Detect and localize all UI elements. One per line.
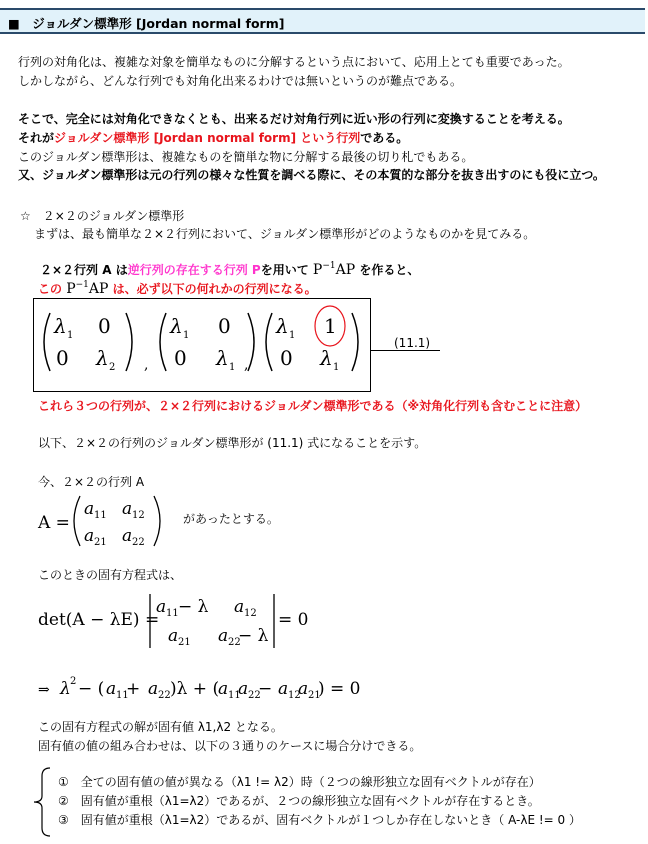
a12-sub: 12	[132, 510, 145, 521]
exp-a21-sub: 21	[308, 690, 321, 701]
m3-a22-sub: 1	[333, 362, 340, 373]
intro-line-2: しかしながら、どんな行列でも対角化出来るわけでは無いというのが難点である。	[18, 74, 463, 88]
exp-a12-sub: 12	[288, 690, 301, 701]
m1-a22: λ	[96, 346, 109, 370]
stmt-c: を作ると、	[359, 263, 420, 277]
det-e22-sub: 22	[228, 637, 241, 648]
eigen-line-1: この固有方程式の解が固有値 λ1,λ2 となる。	[38, 720, 283, 734]
m3-a22: λ	[320, 346, 333, 370]
statement-line-1	[40, 261, 419, 278]
stmt-line2-b: は、必ず以下の何れかの行列になる。	[112, 282, 317, 296]
comma-1: ,	[144, 357, 149, 373]
equation-label: (11.1)	[394, 336, 431, 350]
exp-end: ) = 0	[318, 679, 361, 699]
p2-line-4: 又、ジョルダン標準形は元の行列の様々な性質を調べる際に、その本質的な部分を抜き出すのにも役に立つ。	[18, 168, 605, 182]
m2-right-paren	[248, 313, 254, 371]
have-text: があったとする。	[183, 512, 279, 526]
jordan-matrices	[34, 299, 370, 391]
stmt-a: ２×２行列 A は	[40, 263, 128, 277]
case-3: ③ 固有値が重根（λ1=λ2）であるが、固有ベクトルが１つしか存在しないとき（ A-λE != 0 ）	[58, 813, 582, 827]
m1-left-paren	[44, 313, 50, 371]
red-note: これら３つの行列が、２×２行列におけるジョルダン標準形である（※対角化行列も含むことに注意）	[38, 399, 588, 413]
m3-a21: 0	[280, 346, 293, 370]
a11: a	[84, 499, 95, 519]
m2-a11: λ	[170, 314, 183, 338]
m3-a11: λ	[276, 314, 289, 338]
exp-a21: a	[298, 679, 309, 699]
p2-line-3: このジョルダン標準形は、複雑なものを簡単な物に分解する最後の切り札でもある。	[18, 150, 474, 164]
m2-a22-sub: 1	[229, 362, 236, 373]
a21: a	[84, 526, 95, 546]
a11-sub: 11	[94, 510, 107, 521]
exp-t1: − (	[78, 679, 105, 699]
m3-a12: 1	[324, 314, 337, 338]
lambda-sq: λ	[60, 679, 71, 699]
exp-a12: a	[278, 679, 289, 699]
m1-a21: 0	[56, 346, 69, 370]
cases-brace	[30, 766, 54, 838]
comma-2: ,	[244, 357, 249, 373]
m1-a12: 0	[98, 314, 111, 338]
exp-a22b-sub: 22	[248, 690, 261, 701]
jordan-name-red: ジョルダン標準形 [Jordan normal form] という行列	[54, 131, 361, 145]
det-e22: a	[218, 626, 229, 646]
det-lhs: det(A − λE) =	[38, 610, 160, 630]
determinant-svg	[38, 588, 318, 652]
m3-left-paren	[266, 313, 272, 371]
m2-a11-sub: 1	[183, 330, 190, 341]
m2-a12: 0	[218, 314, 231, 338]
a22-sub: 22	[132, 537, 145, 548]
determinant-eq	[38, 588, 318, 655]
m3-right-paren	[352, 313, 358, 371]
p-exponent: −1	[322, 261, 336, 271]
det-e11-sub: 11	[166, 608, 179, 619]
ap-letters-2: AP	[88, 281, 109, 297]
case-2: ② 固有値が重根（λ1=λ2）であるが、２つの線形独立な固有ベクトルが存在するとき。	[58, 794, 540, 808]
p2-line-2-a: それが	[18, 131, 55, 145]
m1-a11-sub: 1	[67, 330, 74, 341]
ap-letters: AP	[335, 262, 356, 278]
exp-a11b: a	[218, 679, 229, 699]
exp-a11b-sub: 11	[228, 690, 241, 701]
now-text: 今、２×２の行列 A	[38, 475, 145, 489]
a-left-paren	[74, 496, 80, 546]
matrix-a-svg	[38, 490, 178, 552]
p2-line-1: そこで、完全には対角化できなくとも、出来るだけ対角行列に近い形の行列に変換することを考える。	[18, 112, 570, 126]
det-e11: a	[156, 597, 167, 617]
exp-minus: −	[258, 679, 273, 699]
a-right-paren	[154, 496, 160, 546]
intro-line-1: 行列の対角化は、複雑な対象を簡単なものに分解するという点において、応用上とても重要であった。	[18, 55, 570, 69]
m2-a21: 0	[174, 346, 187, 370]
m1-a22-sub: 2	[109, 362, 116, 373]
stmt-b: を用いて	[260, 263, 309, 277]
case-1: ① 全ての固有値の値が異なる（λ1 != λ2）時（２つの線形独立な固有ベクトルが存在）	[58, 775, 541, 789]
det-e22-b: − λ	[238, 626, 269, 646]
exp-plus: +	[126, 679, 141, 699]
sq-exp: 2	[70, 676, 77, 687]
det-e11-b: − λ	[178, 597, 209, 617]
eigen-line-2: 固有値の値の組み合わせは、以下の３通りのケースに場合分けできる。	[38, 739, 422, 753]
p-letter: P	[312, 262, 323, 278]
exp-a11: a	[106, 679, 117, 699]
a21-sub: 21	[94, 537, 107, 548]
det-e12-sub: 12	[244, 608, 257, 619]
follow-text: 以下、２×２の行列のジョルダン標準形が (11.1) 式になることを示す。	[38, 436, 427, 450]
section-heading: ☆ ２×２のジョルダン標準形	[20, 209, 185, 223]
matrix-a-def	[38, 490, 178, 555]
stmt-pink: 逆行列の存在する行列 P	[127, 263, 261, 277]
page-title: ■ ジョルダン標準形 [Jordan normal form]	[8, 16, 285, 31]
expanded-svg	[38, 672, 361, 702]
p-exponent-2: −1	[75, 280, 89, 290]
title-bar	[0, 8, 645, 34]
m1-a11: λ	[54, 314, 67, 338]
p2-line-2-b: である。	[360, 131, 409, 145]
char-intro: このときの固有方程式は、	[38, 568, 183, 582]
label-line	[370, 350, 440, 351]
exp-a22b: a	[238, 679, 249, 699]
exp-a22-sub: 22	[158, 690, 171, 701]
det-e21-sub: 21	[178, 637, 191, 648]
m2-left-paren	[160, 313, 166, 371]
section-intro: まずは、最も簡単な２×２行列において、ジョルダン標準形がどのようなものかを見てみる。	[34, 227, 536, 241]
m3-a11-sub: 1	[289, 330, 296, 341]
m1-right-paren	[126, 313, 132, 371]
a12: a	[122, 499, 133, 519]
matrix-a-lhs: A =	[38, 513, 70, 533]
exp-a11-sub: 11	[116, 690, 129, 701]
statement-line-2	[38, 280, 317, 297]
p-letter-2: P	[66, 281, 76, 297]
jordan-matrices-box	[33, 298, 371, 392]
a22: a	[122, 526, 133, 546]
p2-line-2	[18, 129, 408, 146]
m2-a22: λ	[216, 346, 229, 370]
det-e12: a	[234, 597, 245, 617]
implies-arrow: ⇒	[38, 682, 50, 698]
exp-a22: a	[148, 679, 159, 699]
det-e21: a	[168, 626, 179, 646]
det-rhs: = 0	[278, 610, 309, 630]
exp-t2: )λ + (	[170, 679, 220, 699]
expanded-eq	[38, 672, 361, 705]
stmt-line2-a: この	[38, 282, 63, 296]
